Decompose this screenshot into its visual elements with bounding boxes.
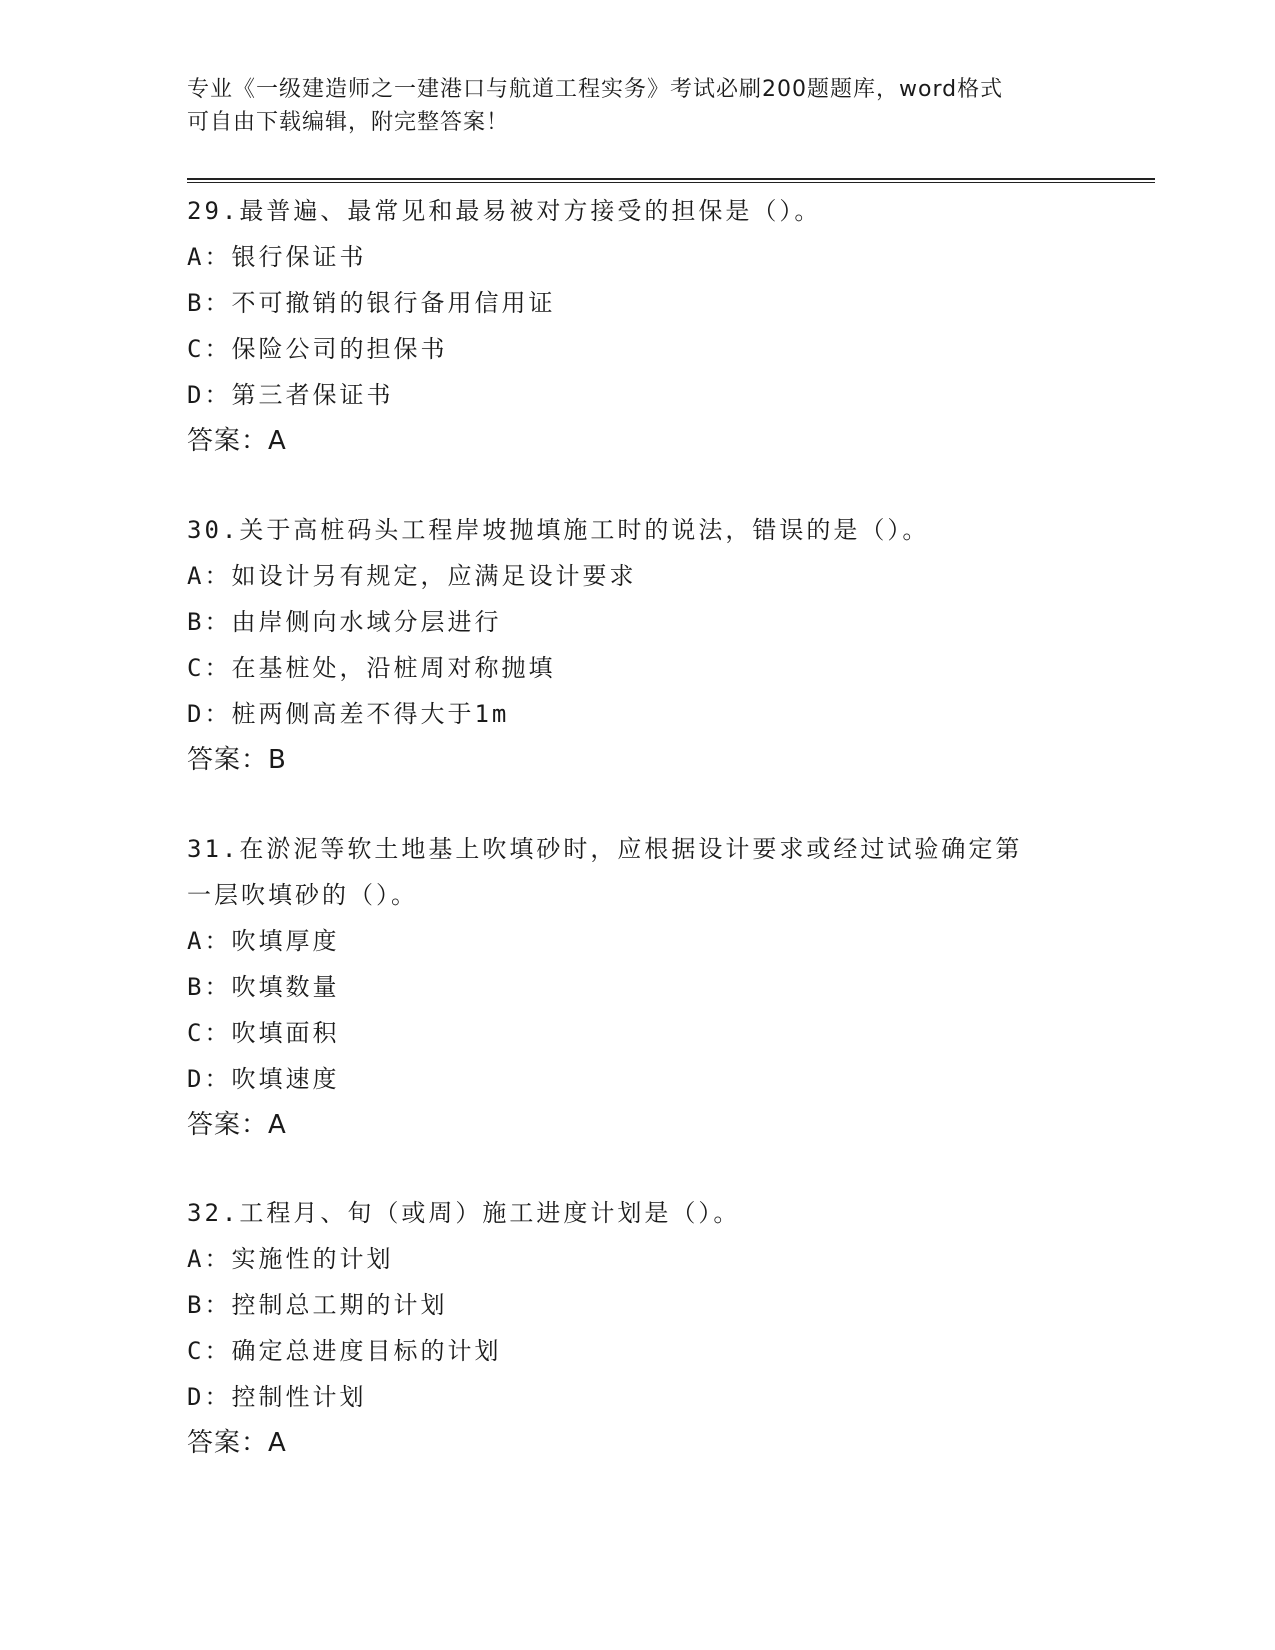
answer-text: 答案：A	[187, 426, 287, 456]
option-c: C：在基桩处，沿桩周对称抛填	[187, 654, 556, 682]
option-c: C：确定总进度目标的计划	[187, 1337, 502, 1365]
option-d: D：桩两侧高差不得大于1m	[187, 700, 510, 728]
answer-text: 答案：A	[187, 1428, 287, 1458]
question-stem: 32.工程月、旬（或周）施工进度计划是（）。	[187, 1199, 741, 1227]
option-d: D：控制性计划	[187, 1383, 367, 1411]
option-b: B：不可撤销的银行备用信用证	[187, 289, 556, 317]
option-b: B：由岸侧向水域分层进行	[187, 608, 502, 636]
header-line-2: 可自由下载编辑，附完整答案！	[187, 110, 510, 135]
question-stem: 31.在淤泥等软土地基上吹填砂时，应根据设计要求或经过试验确定第	[187, 835, 1023, 863]
option-b: B：控制总工期的计划	[187, 1291, 448, 1319]
option-a: A：如设计另有规定，应满足设计要求	[187, 562, 637, 590]
header-divider-thin	[187, 182, 1155, 183]
option-d: D：吹填速度	[187, 1065, 340, 1093]
answer-text: 答案：A	[187, 1110, 287, 1140]
option-a: A：银行保证书	[187, 243, 367, 271]
question-stem-continued: 一层吹填砂的（）。	[187, 881, 418, 909]
question-stem: 30.关于高桩码头工程岸坡抛填施工时的说法，错误的是（）。	[187, 516, 930, 544]
option-d: D：第三者保证书	[187, 381, 394, 409]
header-divider-thick	[187, 178, 1155, 180]
question-29	[187, 188, 1087, 464]
option-b: B：吹填数量	[187, 973, 340, 1001]
answer-text: 答案：B	[187, 745, 287, 775]
option-a: A：实施性的计划	[187, 1245, 394, 1273]
document-header	[187, 73, 1077, 139]
option-c: C：吹填面积	[187, 1019, 340, 1047]
header-line-1: 专业《一级建造师之一建港口与航道工程实务》考试必刷200题题库，word格式	[187, 77, 1004, 102]
question-30	[187, 507, 1087, 783]
question-31	[187, 826, 1087, 1148]
option-a: A：吹填厚度	[187, 927, 340, 955]
question-stem: 29.最普遍、最常见和最易被对方接受的担保是（）。	[187, 197, 822, 225]
question-32	[187, 1190, 1087, 1466]
option-c: C：保险公司的担保书	[187, 335, 448, 363]
